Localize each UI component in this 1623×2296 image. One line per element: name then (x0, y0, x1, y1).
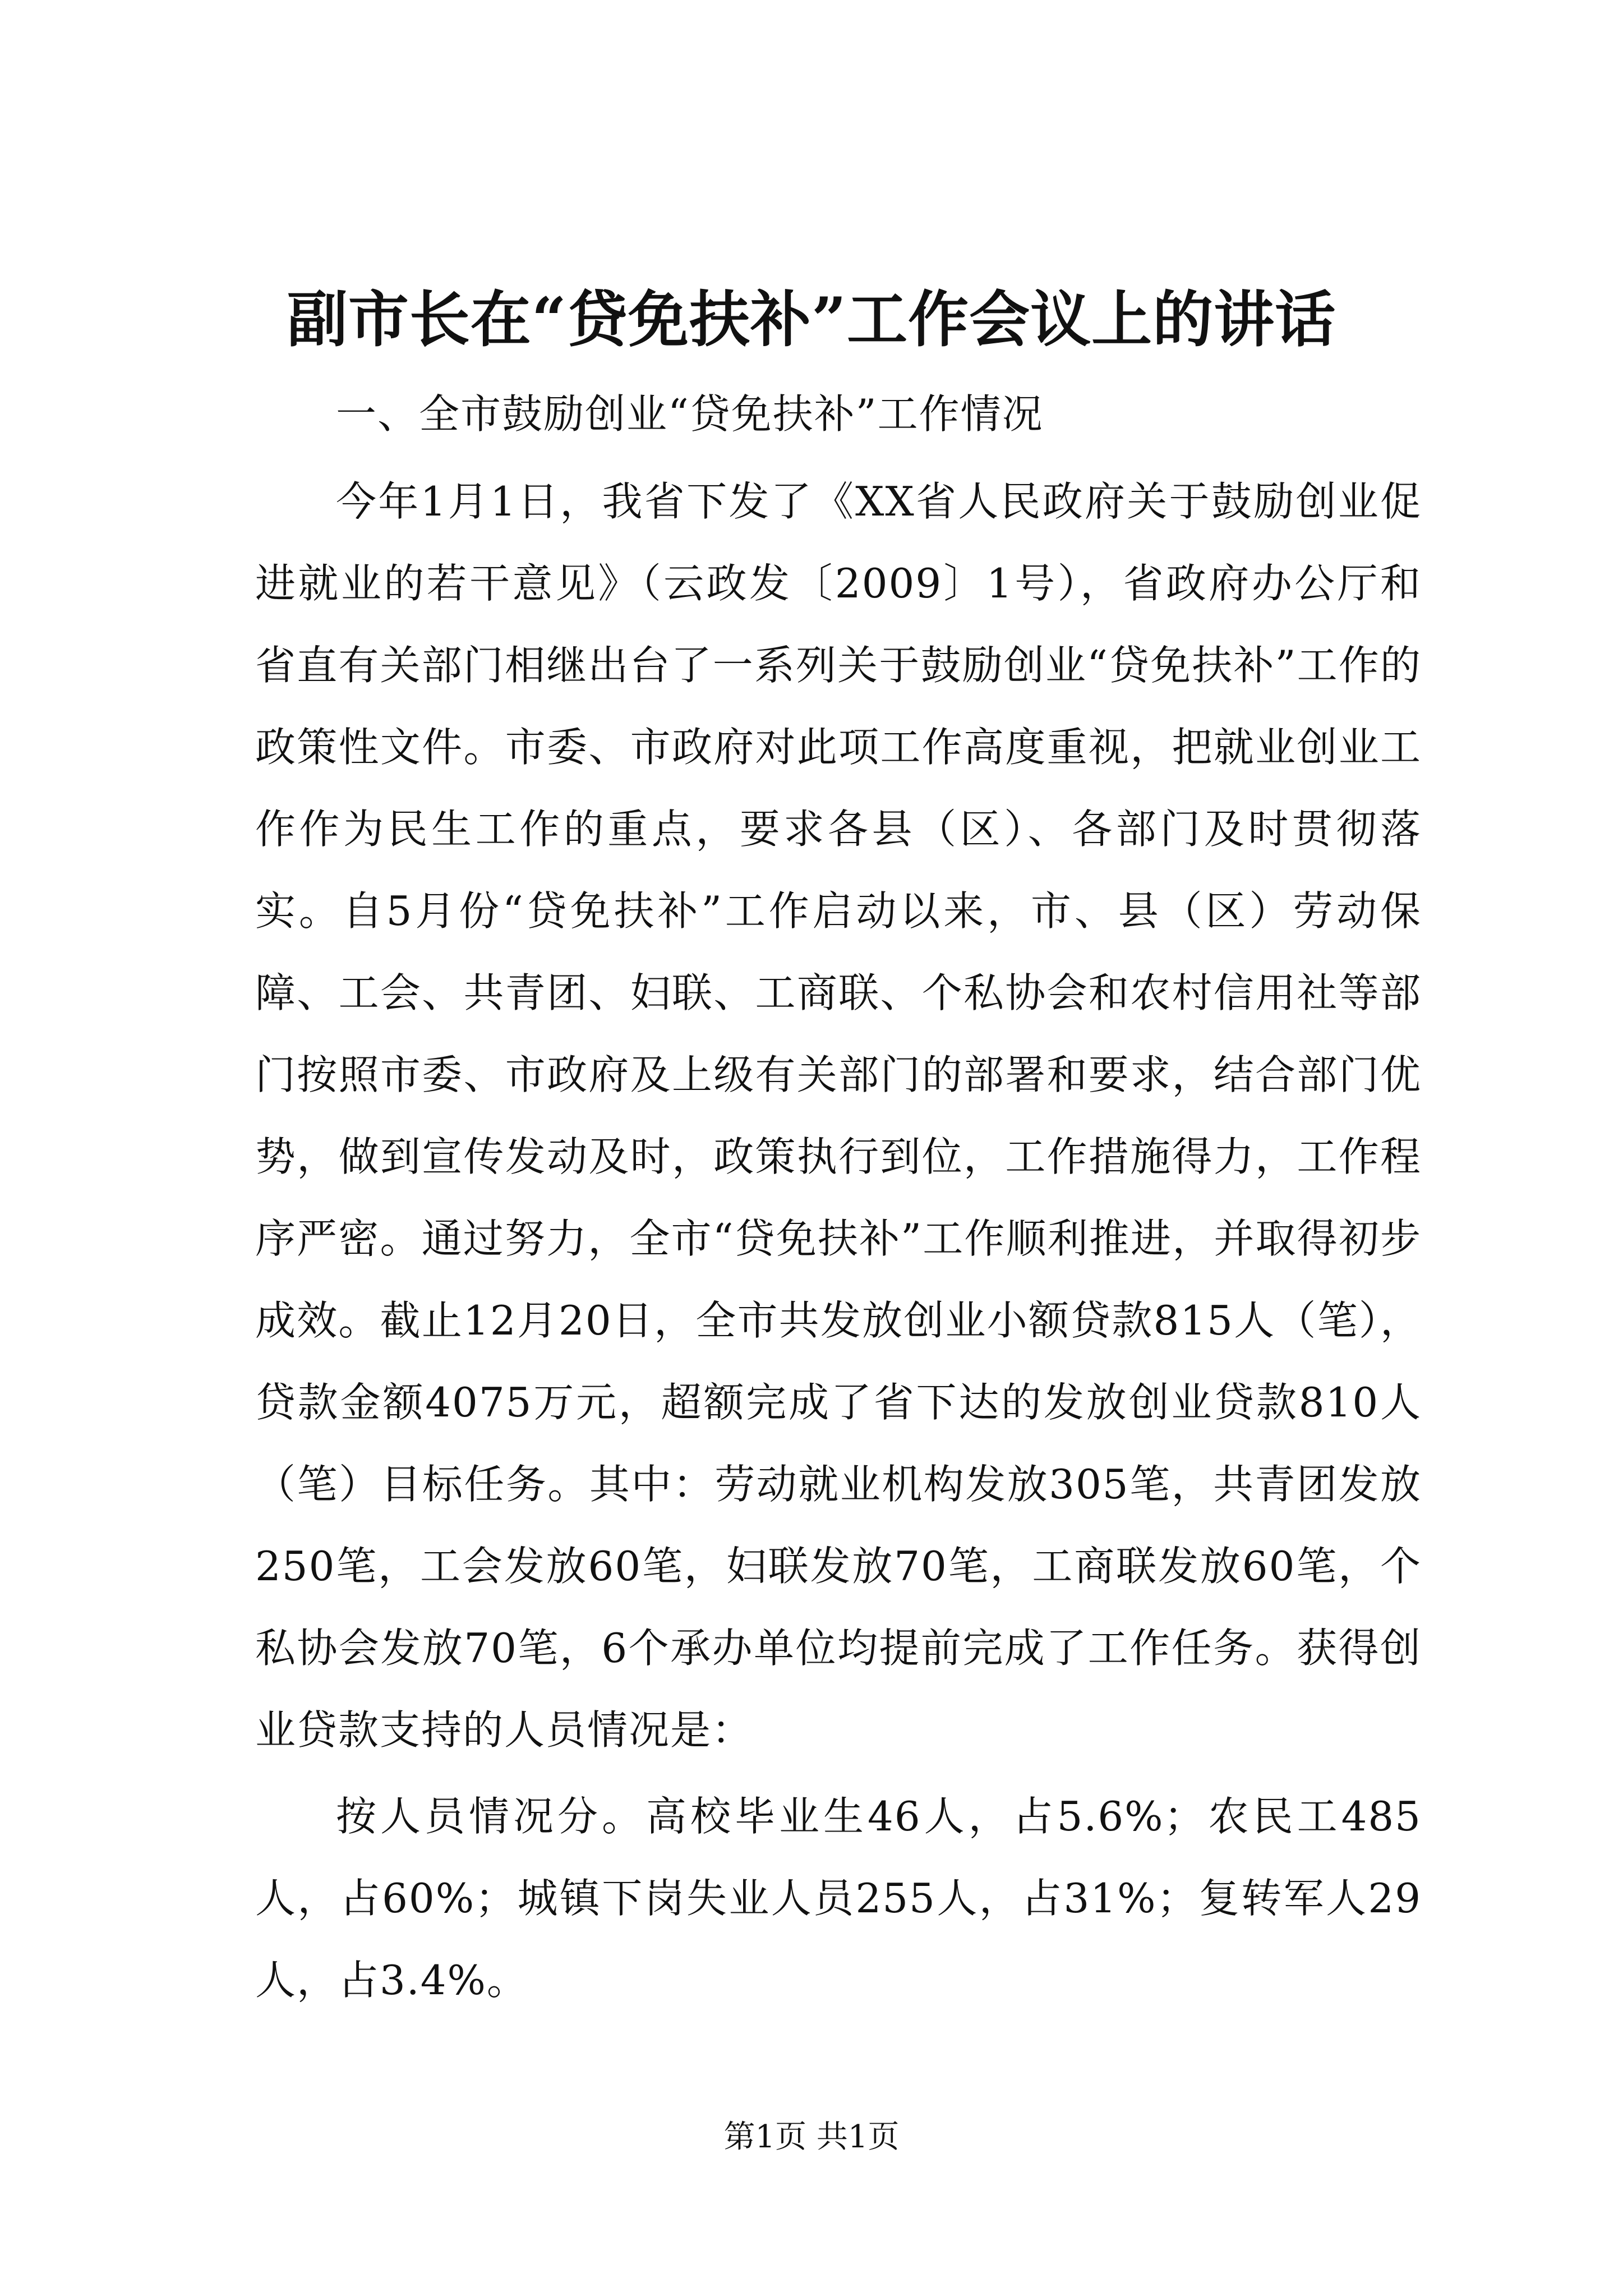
document-body (255, 373, 1422, 2021)
body-paragraph: 今年1月1日，我省下发了《XX省人民政府关于鼓励创业促进就业的若干意见》（云政发〔2009〕1号），省政府办公厅和省直有关部门相继出台了一系列关于鼓励创业“贷免扶补”工作的政策性文件。市委、市政府对此项工作高度重视，把就业创业工作作为民生工作的重点，要求各县（区）、各部门及时贯彻落实。自5月份“贷免扶补”工作启动以来，市、县（区）劳动保障、工会、共青团、妇联、工商联、个私协会和农村信用社等部门按照市委、市政府及上级有关部门的部署和要求，结合部门优势，做到宣传发动及时，政策执行到位，工作措施得力，工作程序严密。通过努力，全市“贷免扶补”工作顺利推进，并取得初步成效。截止12月20日，全市共发放创业小额贷款815人（笔），贷款金额4075万元，超额完成了省下达的发放创业贷款810人（笔）目标任务。其中：劳动就业机构发放305笔，共青团发放250笔，工会发放60笔，妇联发放70笔，工商联发放60笔，个私协会发放70笔，6个承办单位均提前完成了工作任务。获得创业贷款支持的人员情况是： (255, 478, 1422, 1754)
section-heading: 一、全市鼓励创业“贷免扶补”工作情况 (336, 390, 1044, 438)
document-title: 副市长在“贷免扶补”工作会议上的讲话 (287, 284, 1336, 355)
page-number-footer: 第1页 共1页 (723, 2119, 900, 2155)
body-paragraph: 按人员情况分。高校毕业生46人，占5.6%；农民工485人，占60%；城镇下岗失业人员255人，占31%；复转军人29人，占3.4%。 (255, 1793, 1422, 2004)
